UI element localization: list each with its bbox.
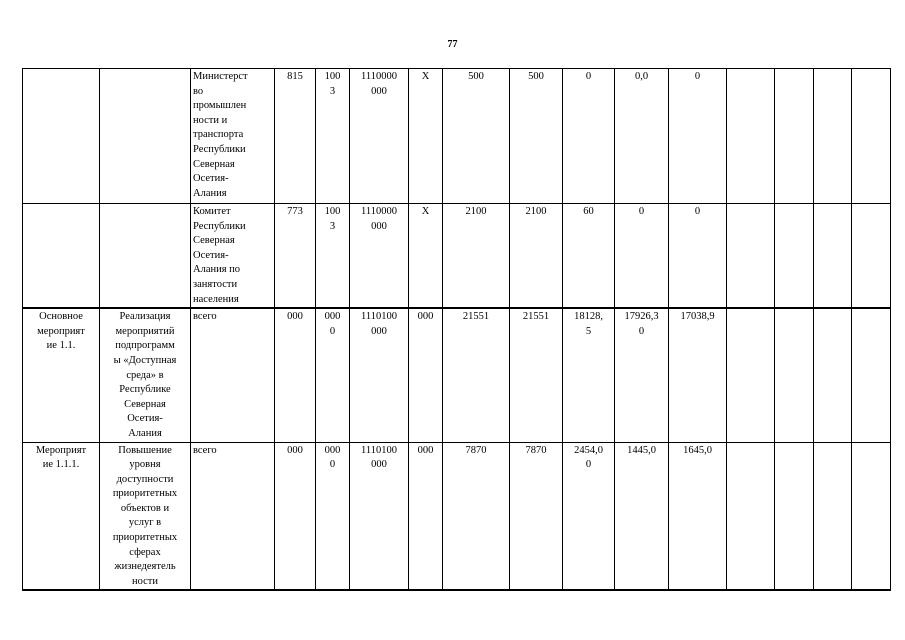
cell-value-4: 0 [615, 204, 669, 309]
cell-value-2: 2100 [510, 204, 563, 309]
cell-vr: X [409, 204, 443, 309]
cell-empty [775, 204, 814, 309]
cell-empty [775, 308, 814, 442]
cell-grbs: 815 [275, 69, 316, 204]
cell-value-3: 18128, 5 [563, 308, 615, 442]
cell-value-1: 21551 [443, 308, 510, 442]
table-row [23, 69, 891, 204]
cell-vr: X [409, 69, 443, 204]
cell-csr: 1110000 000 [350, 204, 409, 309]
cell-empty [814, 308, 852, 442]
cell-grbs: 000 [275, 308, 316, 442]
cell-empty [852, 204, 891, 309]
cell-empty [727, 308, 775, 442]
cell-grbs: 773 [275, 204, 316, 309]
cell-value-2: 500 [510, 69, 563, 204]
cell-value-1: 7870 [443, 442, 510, 590]
cell-name: Повышение уровня доступности приоритетных объектов и услуг в приоритетных сферах жизнедеятель ности [100, 442, 191, 590]
cell-empty [852, 442, 891, 590]
cell-value-1: 2100 [443, 204, 510, 309]
cell-status: Мероприят ие 1.1.1. [23, 442, 100, 590]
cell-empty [775, 69, 814, 204]
cell-rzpr: 100 3 [316, 204, 350, 309]
cell-empty [727, 204, 775, 309]
cell-value-1: 500 [443, 69, 510, 204]
cell-empty [775, 442, 814, 590]
cell-value-4: 17926,3 0 [615, 308, 669, 442]
cell-vr: 000 [409, 308, 443, 442]
page-number: 77 [447, 39, 458, 50]
cell-empty [814, 442, 852, 590]
cell-csr: 1110100 000 [350, 442, 409, 590]
cell-value-2: 7870 [510, 442, 563, 590]
cell-value-5: 0 [669, 69, 727, 204]
cell-executor: Министерст во промышлен ности и транспорта Республики Северная Осетия- Алания [191, 69, 275, 204]
cell-vr: 000 [409, 442, 443, 590]
cell-value-2: 21551 [510, 308, 563, 442]
cell-empty [852, 308, 891, 442]
cell-value-3: 60 [563, 204, 615, 309]
cell-value-3: 2454,0 0 [563, 442, 615, 590]
cell-status [23, 69, 100, 204]
table-row [23, 308, 891, 442]
cell-empty [814, 204, 852, 309]
cell-empty [727, 442, 775, 590]
cell-executor: всего [191, 308, 275, 442]
budget-table [22, 68, 891, 591]
cell-empty [852, 69, 891, 204]
cell-name [100, 204, 191, 309]
cell-status: Основное мероприят ие 1.1. [23, 308, 100, 442]
cell-value-5: 0 [669, 204, 727, 309]
table-row [23, 204, 891, 309]
cell-name [100, 69, 191, 204]
cell-empty [727, 69, 775, 204]
cell-executor: Комитет Республики Северная Осетия- Алания по занятости населения [191, 204, 275, 309]
cell-empty [814, 69, 852, 204]
cell-value-5: 17038,9 [669, 308, 727, 442]
cell-status [23, 204, 100, 309]
cell-executor: всего [191, 442, 275, 590]
cell-csr: 1110000 000 [350, 69, 409, 204]
cell-rzpr: 000 0 [316, 442, 350, 590]
cell-csr: 1110100 000 [350, 308, 409, 442]
cell-grbs: 000 [275, 442, 316, 590]
cell-name: Реализация мероприятий подпрограмм ы «Доступная среда» в Республике Северная Осетия- Алания [100, 308, 191, 442]
cell-value-4: 0,0 [615, 69, 669, 204]
cell-value-4: 1445,0 [615, 442, 669, 590]
cell-rzpr: 000 0 [316, 308, 350, 442]
table-row [23, 442, 891, 590]
cell-rzpr: 100 3 [316, 69, 350, 204]
cell-value-3: 0 [563, 69, 615, 204]
cell-value-5: 1645,0 [669, 442, 727, 590]
